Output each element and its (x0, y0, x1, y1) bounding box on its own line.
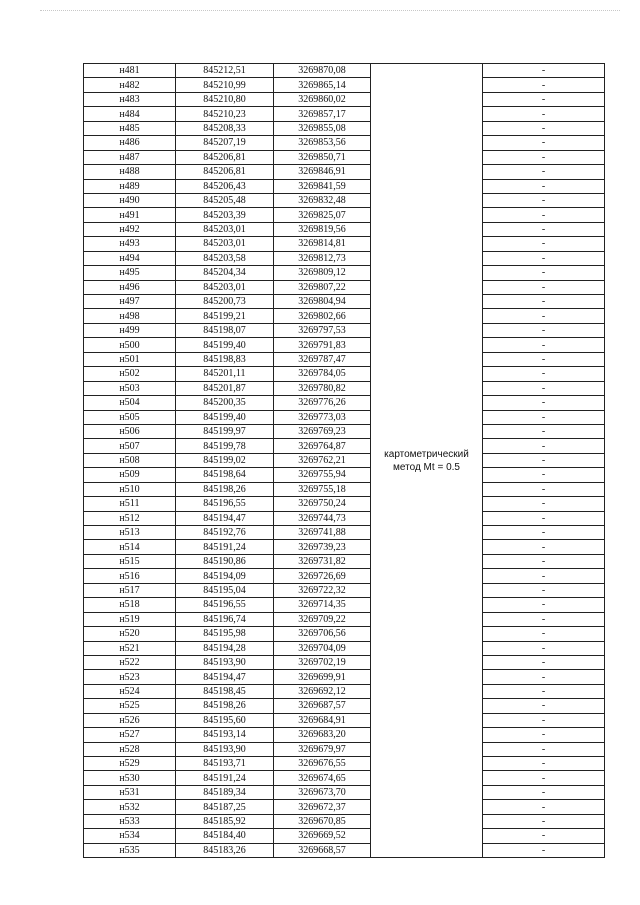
point-name-cell: н485 (84, 121, 176, 135)
x-coordinate-cell: 845195,98 (176, 627, 274, 641)
table-row (84, 208, 605, 222)
point-name-cell: н483 (84, 92, 176, 106)
point-name-cell: н493 (84, 237, 176, 251)
y-coordinate-cell: 3269860,02 (274, 92, 371, 106)
dash-cell: - (483, 121, 605, 135)
x-coordinate-cell: 845193,14 (176, 728, 274, 742)
dash-cell: - (483, 511, 605, 525)
y-coordinate-cell: 3269676,55 (274, 757, 371, 771)
table-row (84, 78, 605, 92)
dash-cell: - (483, 728, 605, 742)
y-coordinate-cell: 3269791,83 (274, 338, 371, 352)
table-row (84, 295, 605, 309)
x-coordinate-cell: 845184,40 (176, 829, 274, 843)
table-row (84, 699, 605, 713)
dash-cell: - (483, 670, 605, 684)
dash-cell: - (483, 655, 605, 669)
dash-cell: - (483, 583, 605, 597)
dash-cell: - (483, 742, 605, 756)
point-name-cell: н508 (84, 453, 176, 467)
y-coordinate-cell: 3269846,91 (274, 165, 371, 179)
x-coordinate-cell: 845199,40 (176, 338, 274, 352)
table-row (84, 150, 605, 164)
table-row (84, 323, 605, 337)
dash-cell: - (483, 641, 605, 655)
dash-cell: - (483, 814, 605, 828)
x-coordinate-cell: 845189,34 (176, 785, 274, 799)
dash-cell: - (483, 179, 605, 193)
y-coordinate-cell: 3269750,24 (274, 497, 371, 511)
point-name-cell: н502 (84, 367, 176, 381)
y-coordinate-cell: 3269784,05 (274, 367, 371, 381)
dash-cell: - (483, 771, 605, 785)
point-name-cell: н530 (84, 771, 176, 785)
table-row (84, 655, 605, 669)
point-name-cell: н501 (84, 352, 176, 366)
x-coordinate-cell: 845194,28 (176, 641, 274, 655)
y-coordinate-cell: 3269807,22 (274, 280, 371, 294)
y-coordinate-cell: 3269669,52 (274, 829, 371, 843)
point-name-cell: н506 (84, 424, 176, 438)
y-coordinate-cell: 3269755,94 (274, 468, 371, 482)
point-name-cell: н489 (84, 179, 176, 193)
table-row (84, 367, 605, 381)
x-coordinate-cell: 845200,35 (176, 396, 274, 410)
x-coordinate-cell: 845198,45 (176, 684, 274, 698)
table-row (84, 468, 605, 482)
method-cell (371, 64, 483, 858)
y-coordinate-cell: 3269739,23 (274, 540, 371, 554)
dash-cell: - (483, 569, 605, 583)
x-coordinate-cell: 845194,09 (176, 569, 274, 583)
x-coordinate-cell: 845196,55 (176, 598, 274, 612)
y-coordinate-cell: 3269683,20 (274, 728, 371, 742)
point-name-cell: н492 (84, 222, 176, 236)
point-name-cell: н522 (84, 655, 176, 669)
table-row (84, 92, 605, 106)
y-coordinate-cell: 3269702,19 (274, 655, 371, 669)
dash-cell: - (483, 295, 605, 309)
point-name-cell: н513 (84, 526, 176, 540)
y-coordinate-cell: 3269687,57 (274, 699, 371, 713)
point-name-cell: н516 (84, 569, 176, 583)
table-row (84, 251, 605, 265)
dash-cell: - (483, 843, 605, 857)
x-coordinate-cell: 845206,43 (176, 179, 274, 193)
y-coordinate-cell: 3269870,08 (274, 64, 371, 78)
dash-cell: - (483, 136, 605, 150)
table-row (84, 136, 605, 150)
y-coordinate-cell: 3269699,91 (274, 670, 371, 684)
dash-cell: - (483, 410, 605, 424)
table-row (84, 497, 605, 511)
x-coordinate-cell: 845200,73 (176, 295, 274, 309)
y-coordinate-cell: 3269769,23 (274, 424, 371, 438)
table-row (84, 800, 605, 814)
y-coordinate-cell: 3269825,07 (274, 208, 371, 222)
dash-cell: - (483, 453, 605, 467)
dash-cell: - (483, 684, 605, 698)
dash-cell: - (483, 107, 605, 121)
point-name-cell: н497 (84, 295, 176, 309)
table-row (84, 641, 605, 655)
y-coordinate-cell: 3269832,48 (274, 193, 371, 207)
point-name-cell: н515 (84, 554, 176, 568)
x-coordinate-cell: 845203,01 (176, 222, 274, 236)
x-coordinate-cell: 845191,24 (176, 540, 274, 554)
x-coordinate-cell: 845193,90 (176, 742, 274, 756)
table-row (84, 554, 605, 568)
point-name-cell: н528 (84, 742, 176, 756)
table-row (84, 237, 605, 251)
x-coordinate-cell: 845212,51 (176, 64, 274, 78)
coordinates-table-body (84, 64, 605, 858)
dash-cell: - (483, 64, 605, 78)
dash-cell: - (483, 222, 605, 236)
table-row (84, 829, 605, 843)
x-coordinate-cell: 845198,26 (176, 482, 274, 496)
dash-cell: - (483, 78, 605, 92)
point-name-cell: н499 (84, 323, 176, 337)
point-name-cell: н519 (84, 612, 176, 626)
table-row (84, 179, 605, 193)
dash-cell: - (483, 396, 605, 410)
x-coordinate-cell: 845203,01 (176, 237, 274, 251)
table-row (84, 598, 605, 612)
x-coordinate-cell: 845194,47 (176, 670, 274, 684)
y-coordinate-cell: 3269762,21 (274, 453, 371, 467)
dash-cell: - (483, 92, 605, 106)
point-name-cell: н517 (84, 583, 176, 597)
table-row (84, 771, 605, 785)
table-row (84, 785, 605, 799)
x-coordinate-cell: 845195,04 (176, 583, 274, 597)
table-row (84, 280, 605, 294)
x-coordinate-cell: 845193,90 (176, 655, 274, 669)
dash-cell: - (483, 482, 605, 496)
table-row (84, 424, 605, 438)
y-coordinate-cell: 3269804,94 (274, 295, 371, 309)
table-row (84, 165, 605, 179)
y-coordinate-cell: 3269672,37 (274, 800, 371, 814)
y-coordinate-cell: 3269668,57 (274, 843, 371, 857)
table-row (84, 728, 605, 742)
point-name-cell: н494 (84, 251, 176, 265)
table-row (84, 814, 605, 828)
dash-cell: - (483, 800, 605, 814)
y-coordinate-cell: 3269865,14 (274, 78, 371, 92)
y-coordinate-cell: 3269674,65 (274, 771, 371, 785)
point-name-cell: н481 (84, 64, 176, 78)
x-coordinate-cell: 845205,48 (176, 193, 274, 207)
y-coordinate-cell: 3269787,47 (274, 352, 371, 366)
x-coordinate-cell: 845196,55 (176, 497, 274, 511)
table-row (84, 439, 605, 453)
table-row (84, 309, 605, 323)
table-row (84, 684, 605, 698)
table-row (84, 627, 605, 641)
table-row (84, 612, 605, 626)
y-coordinate-cell: 3269841,59 (274, 179, 371, 193)
dash-cell: - (483, 352, 605, 366)
x-coordinate-cell: 845198,26 (176, 699, 274, 713)
dash-cell: - (483, 193, 605, 207)
point-name-cell: н520 (84, 627, 176, 641)
x-coordinate-cell: 845185,92 (176, 814, 274, 828)
x-coordinate-cell: 845187,25 (176, 800, 274, 814)
y-coordinate-cell: 3269755,18 (274, 482, 371, 496)
y-coordinate-cell: 3269812,73 (274, 251, 371, 265)
table-row (84, 107, 605, 121)
dash-cell: - (483, 598, 605, 612)
point-name-cell: н505 (84, 410, 176, 424)
x-coordinate-cell: 845196,74 (176, 612, 274, 626)
table-row (84, 526, 605, 540)
dash-cell: - (483, 713, 605, 727)
table-row (84, 713, 605, 727)
point-name-cell: н526 (84, 713, 176, 727)
y-coordinate-cell: 3269853,56 (274, 136, 371, 150)
point-name-cell: н495 (84, 266, 176, 280)
y-coordinate-cell: 3269706,56 (274, 627, 371, 641)
y-coordinate-cell: 3269744,73 (274, 511, 371, 525)
point-name-cell: н534 (84, 829, 176, 843)
table-row (84, 396, 605, 410)
point-name-cell: н525 (84, 699, 176, 713)
point-name-cell: н532 (84, 800, 176, 814)
point-name-cell: н496 (84, 280, 176, 294)
x-coordinate-cell: 845198,83 (176, 352, 274, 366)
table-row (84, 843, 605, 857)
point-name-cell: н490 (84, 193, 176, 207)
x-coordinate-cell: 845203,58 (176, 251, 274, 265)
y-coordinate-cell: 3269802,66 (274, 309, 371, 323)
table-row (84, 121, 605, 135)
method-accuracy: метод Mt = 0.5 (393, 461, 460, 473)
x-coordinate-cell: 845201,87 (176, 381, 274, 395)
x-coordinate-cell: 845195,60 (176, 713, 274, 727)
y-coordinate-cell: 3269692,12 (274, 684, 371, 698)
table-row (84, 352, 605, 366)
point-name-cell: н491 (84, 208, 176, 222)
dash-cell: - (483, 237, 605, 251)
point-name-cell: н524 (84, 684, 176, 698)
point-name-cell: н487 (84, 150, 176, 164)
point-name-cell: н511 (84, 497, 176, 511)
y-coordinate-cell: 3269809,12 (274, 266, 371, 280)
y-coordinate-cell: 3269679,97 (274, 742, 371, 756)
point-name-cell: н533 (84, 814, 176, 828)
x-coordinate-cell: 845199,97 (176, 424, 274, 438)
point-name-cell: н484 (84, 107, 176, 121)
y-coordinate-cell: 3269857,17 (274, 107, 371, 121)
y-coordinate-cell: 3269726,69 (274, 569, 371, 583)
dash-cell: - (483, 757, 605, 771)
point-name-cell: н514 (84, 540, 176, 554)
dash-cell: - (483, 309, 605, 323)
point-name-cell: н507 (84, 439, 176, 453)
point-name-cell: н510 (84, 482, 176, 496)
y-coordinate-cell: 3269731,82 (274, 554, 371, 568)
y-coordinate-cell: 3269773,03 (274, 410, 371, 424)
page-top-rule (40, 10, 620, 12)
dash-cell: - (483, 699, 605, 713)
y-coordinate-cell: 3269819,56 (274, 222, 371, 236)
point-name-cell: н523 (84, 670, 176, 684)
point-name-cell: н498 (84, 309, 176, 323)
y-coordinate-cell: 3269814,81 (274, 237, 371, 251)
point-name-cell: н527 (84, 728, 176, 742)
x-coordinate-cell: 845190,86 (176, 554, 274, 568)
x-coordinate-cell: 845198,07 (176, 323, 274, 337)
point-name-cell: н486 (84, 136, 176, 150)
table-row (84, 511, 605, 525)
x-coordinate-cell: 845191,24 (176, 771, 274, 785)
x-coordinate-cell: 845206,81 (176, 165, 274, 179)
dash-cell: - (483, 829, 605, 843)
dash-cell: - (483, 266, 605, 280)
dash-cell: - (483, 785, 605, 799)
dash-cell: - (483, 627, 605, 641)
y-coordinate-cell: 3269855,08 (274, 121, 371, 135)
table-row (84, 742, 605, 756)
y-coordinate-cell: 3269764,87 (274, 439, 371, 453)
table-row (84, 540, 605, 554)
dash-cell: - (483, 280, 605, 294)
dash-cell: - (483, 424, 605, 438)
dash-cell: - (483, 468, 605, 482)
y-coordinate-cell: 3269850,71 (274, 150, 371, 164)
table-row (84, 482, 605, 496)
table-row (84, 453, 605, 467)
x-coordinate-cell: 845199,02 (176, 453, 274, 467)
x-coordinate-cell: 845204,34 (176, 266, 274, 280)
dash-cell: - (483, 554, 605, 568)
point-name-cell: н488 (84, 165, 176, 179)
y-coordinate-cell: 3269709,22 (274, 612, 371, 626)
x-coordinate-cell: 845208,33 (176, 121, 274, 135)
y-coordinate-cell: 3269684,91 (274, 713, 371, 727)
table-row (84, 670, 605, 684)
table-row (84, 266, 605, 280)
point-name-cell: н482 (84, 78, 176, 92)
dash-cell: - (483, 251, 605, 265)
table-row (84, 410, 605, 424)
dash-cell: - (483, 165, 605, 179)
x-coordinate-cell: 845183,26 (176, 843, 274, 857)
x-coordinate-cell: 845210,99 (176, 78, 274, 92)
x-coordinate-cell: 845210,23 (176, 107, 274, 121)
dash-cell: - (483, 208, 605, 222)
dash-cell: - (483, 381, 605, 395)
point-name-cell: н500 (84, 338, 176, 352)
point-name-cell: н503 (84, 381, 176, 395)
dash-cell: - (483, 439, 605, 453)
x-coordinate-cell: 845198,64 (176, 468, 274, 482)
y-coordinate-cell: 3269780,82 (274, 381, 371, 395)
dash-cell: - (483, 526, 605, 540)
y-coordinate-cell: 3269776,26 (274, 396, 371, 410)
dash-cell: - (483, 367, 605, 381)
y-coordinate-cell: 3269704,09 (274, 641, 371, 655)
table-row (84, 583, 605, 597)
point-name-cell: н504 (84, 396, 176, 410)
table-row (84, 381, 605, 395)
x-coordinate-cell: 845193,71 (176, 757, 274, 771)
table-row (84, 222, 605, 236)
x-coordinate-cell: 845194,47 (176, 511, 274, 525)
point-name-cell: н531 (84, 785, 176, 799)
dash-cell: - (483, 540, 605, 554)
point-name-cell: н529 (84, 757, 176, 771)
x-coordinate-cell: 845207,19 (176, 136, 274, 150)
x-coordinate-cell: 845201,11 (176, 367, 274, 381)
point-name-cell: н518 (84, 598, 176, 612)
point-name-cell: н512 (84, 511, 176, 525)
table-row (84, 757, 605, 771)
x-coordinate-cell: 845199,78 (176, 439, 274, 453)
y-coordinate-cell: 3269714,35 (274, 598, 371, 612)
y-coordinate-cell: 3269670,85 (274, 814, 371, 828)
table-row (84, 193, 605, 207)
x-coordinate-cell: 845203,01 (176, 280, 274, 294)
dash-cell: - (483, 338, 605, 352)
x-coordinate-cell: 845199,40 (176, 410, 274, 424)
point-name-cell: н509 (84, 468, 176, 482)
y-coordinate-cell: 3269673,70 (274, 785, 371, 799)
dash-cell: - (483, 323, 605, 337)
table-row (84, 569, 605, 583)
x-coordinate-cell: 845210,80 (176, 92, 274, 106)
point-name-cell: н521 (84, 641, 176, 655)
table-row (84, 338, 605, 352)
x-coordinate-cell: 845199,21 (176, 309, 274, 323)
coordinates-table (83, 63, 605, 858)
point-name-cell: н535 (84, 843, 176, 857)
y-coordinate-cell: 3269741,88 (274, 526, 371, 540)
method-label: картометрический (384, 448, 469, 460)
table-row (84, 64, 605, 78)
y-coordinate-cell: 3269722,32 (274, 583, 371, 597)
x-coordinate-cell: 845203,39 (176, 208, 274, 222)
dash-cell: - (483, 612, 605, 626)
x-coordinate-cell: 845192,76 (176, 526, 274, 540)
dash-cell: - (483, 150, 605, 164)
dash-cell: - (483, 497, 605, 511)
x-coordinate-cell: 845206,81 (176, 150, 274, 164)
y-coordinate-cell: 3269797,53 (274, 323, 371, 337)
